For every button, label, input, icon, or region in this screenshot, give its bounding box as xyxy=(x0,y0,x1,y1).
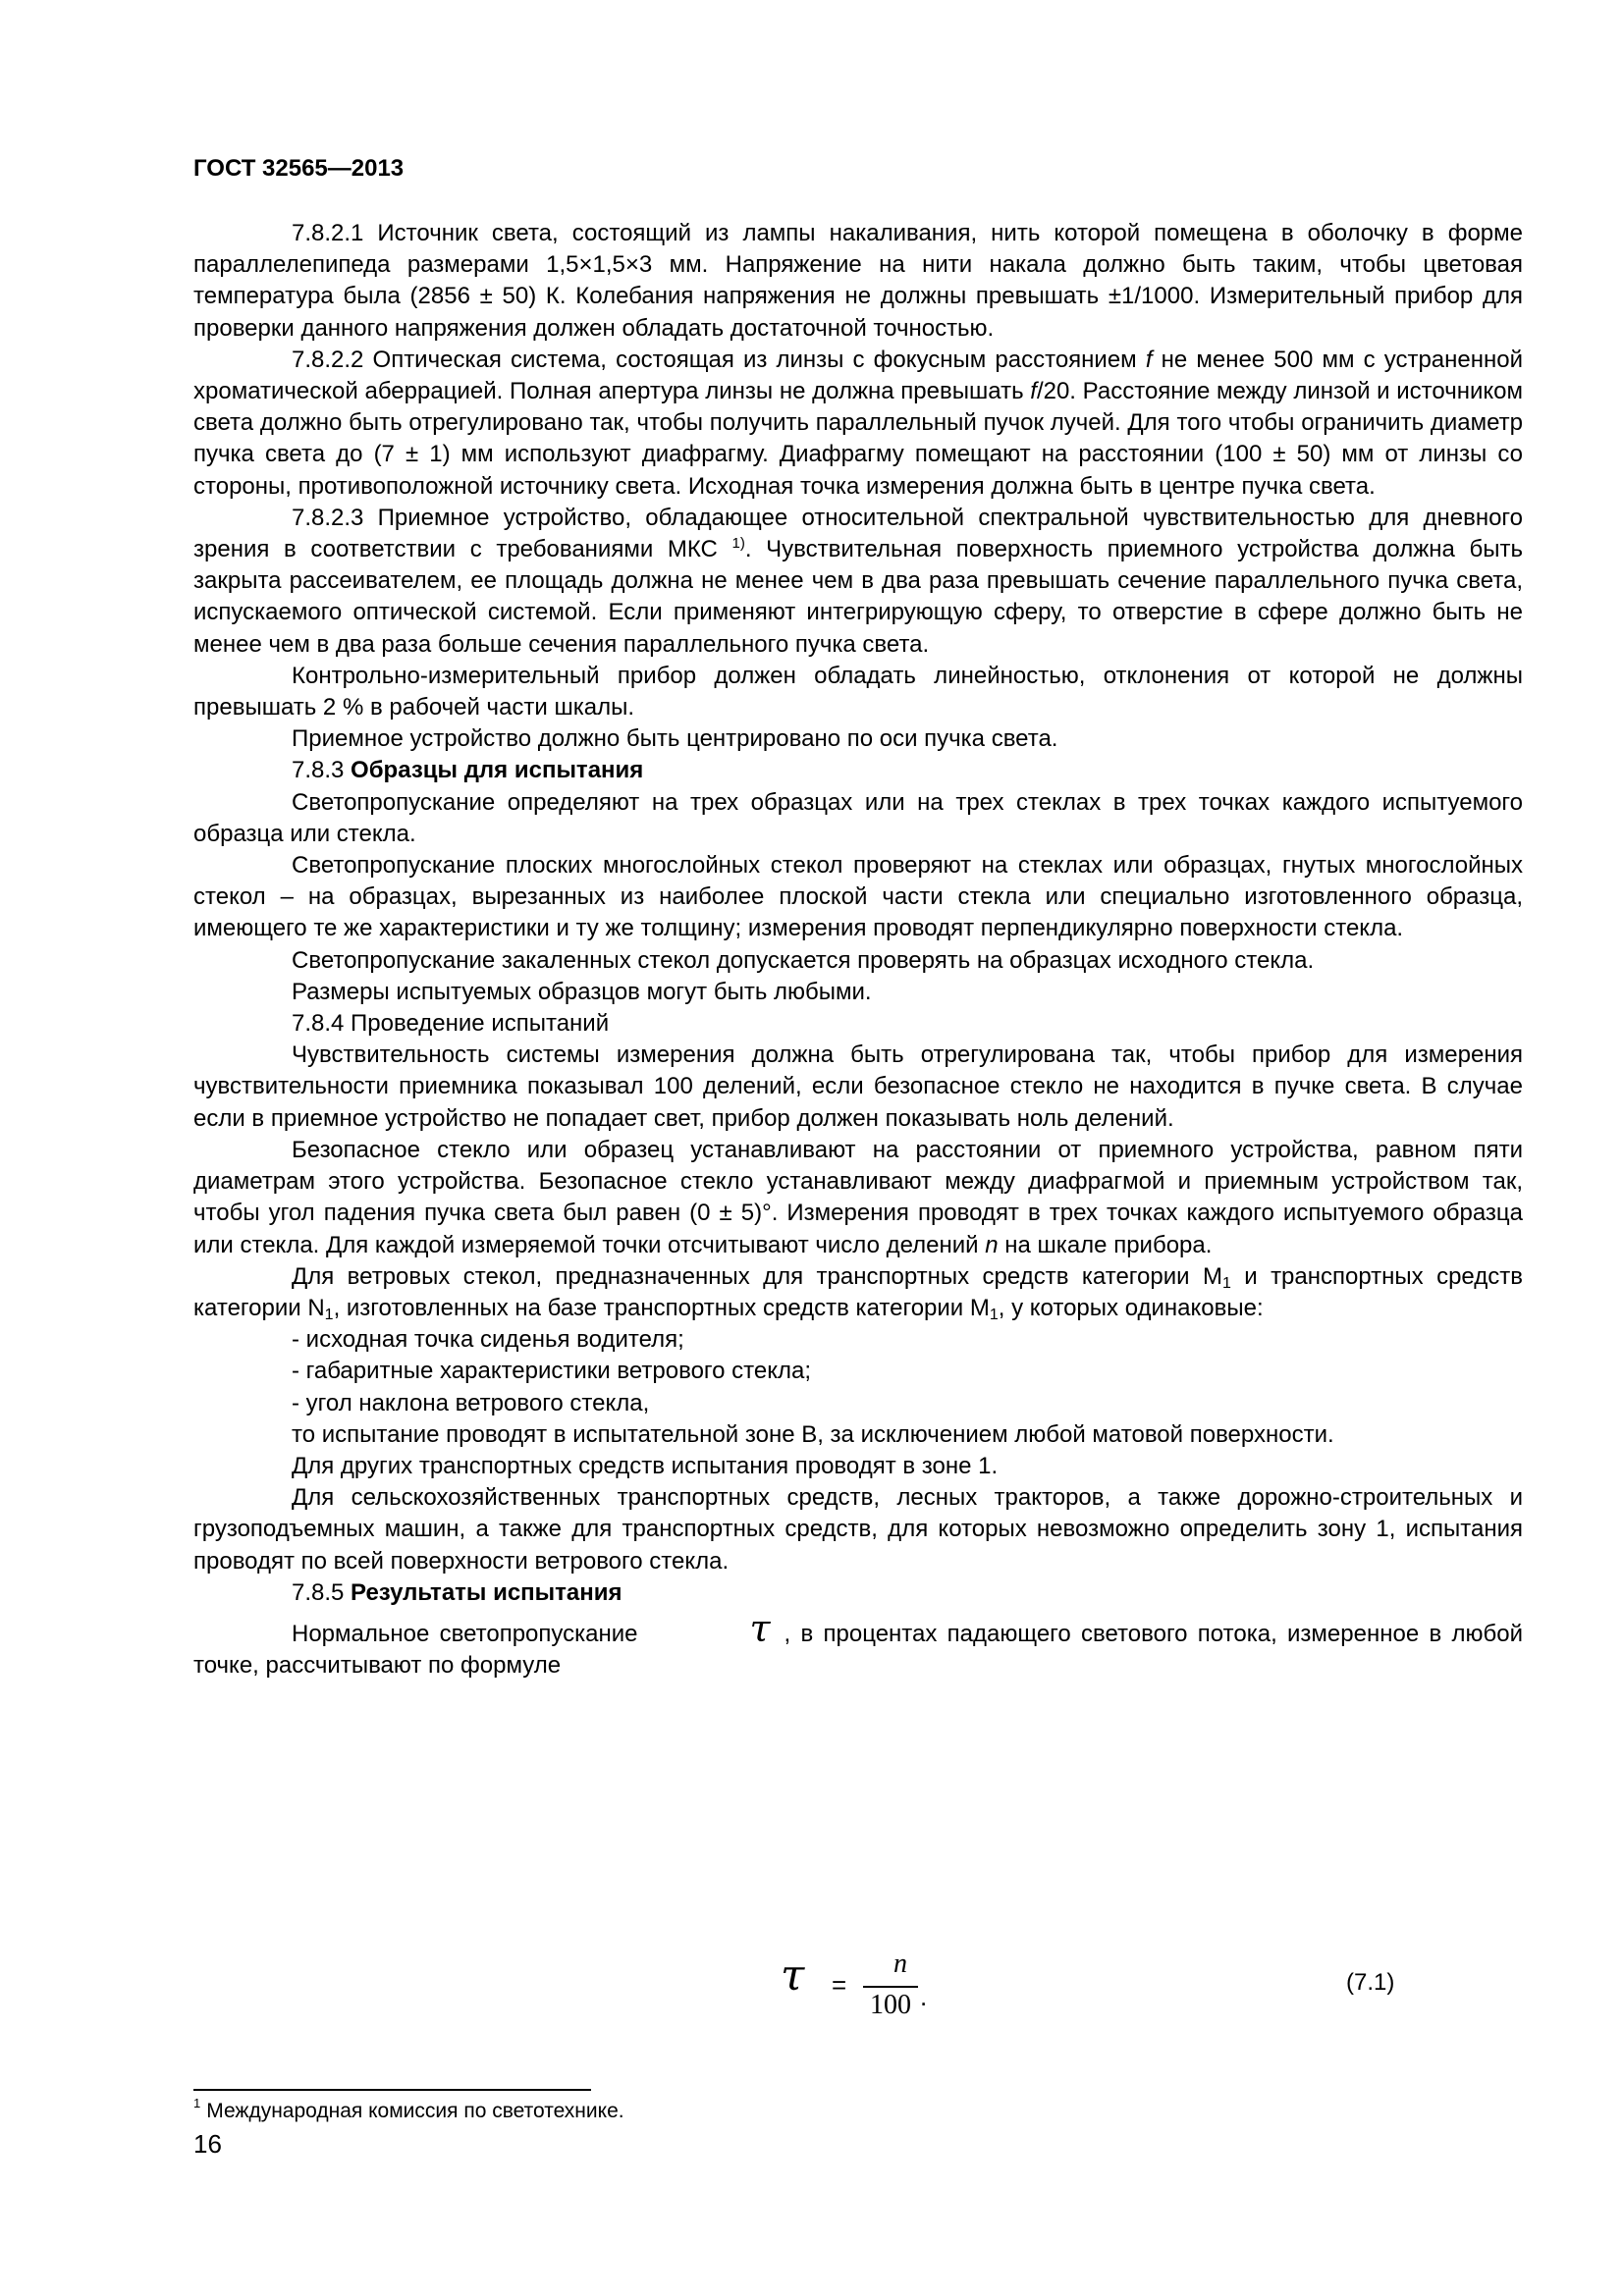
paragraph-samples-1: Светопропускание определяют на трех образцах или на трех стеклах в трех точках каждого испытуемого образца или стекла. xyxy=(193,788,1523,847)
formula-7-1 xyxy=(781,1949,957,2037)
focal-length-symbol: f xyxy=(1145,346,1153,373)
paragraph-testing-2: Безопасное стекло или образец устанавливают на расстоянии от приемного устройства, равном пяти диаметрам этого устройства. Безопасное стекло устанавливают между диафрагмой и приемным устройством так, чтобы угол падения пучка света был равен (0 ± 5)°. Измерения проводят в трех точках каждого испытуемого образца или стекла. Для каждой измеряемой точки отсчитывают число делений n на шкале прибора. xyxy=(193,1136,1523,1258)
list-item: - габаритные характеристики ветрового стекла; xyxy=(292,1358,812,1385)
paragraph-7-8-2-1: 7.8.2.1 Источник света, состоящий из лампы накаливания, нить которой помещена в оболочку в форме параллелепипеда размерами 1,5×1,5×3 мм. Напряжение на нити накала должно быть таким, чтобы цветовая температура была (2856 ± 50) К. Колебания напряжения не должны превышать ±1/1000. Измерительный прибор для проверки данного напряжения должен обладать достаточной точностью. xyxy=(193,220,1523,342)
tau-symbol: τ xyxy=(749,1606,771,1650)
formula-number: (7.1) xyxy=(1346,1969,1395,1996)
section-7-8-3-heading: 7.8.3 Образцы для испытания xyxy=(292,757,644,784)
footnote xyxy=(193,2097,624,2126)
formula-period: . xyxy=(920,1982,928,2011)
section-7-8-4-heading: 7.8.4 Проведение испытаний xyxy=(292,1010,610,1038)
section-7-8-5-heading: 7.8.5 Результаты испытания xyxy=(292,1578,622,1606)
paragraph-centering: Приемное устройство должно быть центрировано по оси пучка света. xyxy=(292,725,1058,753)
paragraph-results: Нормальное светопропускание τ , в процентах падающего светового потока, измеренное в любой точке, рассчитывают по формуле xyxy=(193,1606,1523,1680)
paragraph-windscreens: Для ветровых стекол, предназначенных для транспортных средств категории $М_1$ и транспортных средств категории $N_1$, изготовленных на базе транспортных средств категории $М_1$, у которых одинаковые: xyxy=(193,1262,1523,1323)
list-item: - угол наклона ветрового стекла, xyxy=(292,1389,650,1416)
aperture-symbol: f xyxy=(1030,378,1037,405)
page-number: 16 xyxy=(193,2129,222,2159)
footnote-reference: 1) xyxy=(731,535,745,553)
footnote-text: Международная комиссия по светотехнике. xyxy=(206,2100,624,2122)
paragraph-samples-2: Светопропускание плоских многослойных стекол проверяют на стеклах или образцах, гнутых многослойных стекол – на образцах, вырезанных из наиболее плоской части стекла или специально изготовленного образца, имеющего те же характеристики и ту же толщину; измерения проводят перпендикулярно поверхности стекла. xyxy=(193,852,1523,942)
footnote-mark: 1 xyxy=(193,2096,201,2110)
list-item: - исходная точка сиденья водителя; xyxy=(292,1326,684,1354)
formula-tau: τ xyxy=(781,1950,805,2001)
body-text xyxy=(193,218,1523,1682)
paragraph-7-8-2-2: 7.8.2.2 Оптическая система, состоящая из линзы с фокусным расстоянием f не менее 500 мм с устраненной хроматической аберрацией. Полная апертура линзы не должна превышать f/20. Расстояние между линзой и источником света должно быть отрегулировано так, чтобы получить параллельный пучок лучей. Для того чтобы ограничить диаметр пучка света до (7 ± 1) мм используют диафрагму. Диафрагму помещают на расстоянии (100 ± 50) мм от линзы со стороны, противоположной источнику света. Исходная точка измерения должна быть в центре пучка света. xyxy=(193,346,1524,500)
paragraph-zone-b: то испытание проводят в испытательной зоне В, за исключением любой матовой поверхности. xyxy=(292,1420,1334,1448)
paragraph-7-8-2-3: 7.8.2.3 Приемное устройство, обладающее относительной спектральной чувствительностью для дневного зрения в соответствии с требованиями МКС $^{1)}$. Чувствительная поверхность приемного устройства должна быть закрыта рассеивателем, ее площадь должна не менее чем в два раза превышать сечение параллельного пучка света, испускаемого оптической системой. Если применяют интегрирующую сферу, то отверстие в сфере должно быть не менее чем в два раза больше сечения параллельного пучка света. xyxy=(193,504,1523,658)
paragraph-zone-1: Для других транспортных средств испытания проводят в зоне 1. xyxy=(292,1452,999,1479)
formula-denominator: 100 xyxy=(870,1990,911,2020)
formula-equals: = xyxy=(832,1970,847,2000)
paragraph-samples-3: Светопропускание закаленных стекол допускается проверять на образцах исходного стекла. xyxy=(292,946,1315,974)
document-code-header: ГОСТ 32565—2013 xyxy=(193,155,405,182)
divisions-symbol: n xyxy=(985,1231,999,1258)
paragraph-agricultural: Для сельскохозяйственных транспортных средств, лесных тракторов, а также дорожно-строительных и грузоподъемных машин, а также для транспортных средств, для которых невозможно определить зону 1, испытания проводят по всей поверхности ветрового стекла. xyxy=(193,1484,1523,1575)
fraction-bar xyxy=(863,1986,918,1988)
paragraph-testing-1: Чувствительность системы измерения должна быть отрегулирована так, чтобы прибор для измерения чувствительности приемника показывал 100 делений, если безопасное стекло не находится в пучке света. В случае если в приемное устройство не попадает свет, прибор должен показывать ноль делений. xyxy=(193,1041,1523,1132)
paragraph-samples-4: Размеры испытуемых образцов могут быть любыми. xyxy=(292,978,872,1005)
formula-numerator: n xyxy=(893,1949,907,1979)
paragraph-linearity: Контрольно-измерительный прибор должен обладать линейностью, отклонения от которой не должны превышать 2 % в рабочей части шкалы. xyxy=(193,662,1523,721)
footnote-divider xyxy=(193,2089,591,2091)
